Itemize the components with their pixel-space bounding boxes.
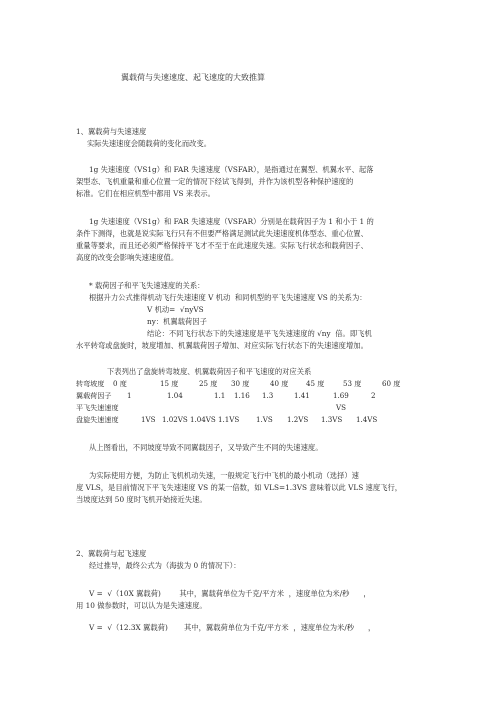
table-cell: 1.69 — [333, 391, 349, 400]
document-title: 翼载荷与失速速度、起飞速度的大致推算 — [121, 73, 265, 82]
table-cell: 30 度 — [231, 379, 250, 388]
table-caption: 下表列出了盘旋转弯坡度、机翼载荷因子和平飞速度的对应关系 — [107, 367, 312, 376]
table-cell: 40 度 — [270, 379, 289, 388]
paragraph-2-line-2: 条件下测得，也就是说实际飞行只有不但要严格满足测试此失速速度机体型态、重心位置、 — [76, 229, 368, 238]
section-1-intro: 实际失速速度会随载荷的变化而改变。 — [87, 139, 212, 148]
table-cell: 25 度 — [199, 379, 218, 388]
paragraph-2-line-1: 1g 失速速度（VS1g）和 FAR 失速速度（VSFAR）分别是在载荷因子为 1 和小于 1 的 — [89, 217, 374, 226]
table-cell: VS — [336, 403, 346, 412]
table-row-label-bank-angle: 转弯坡度 — [76, 379, 105, 388]
paragraph-2-line-4: 高度的改变会影响失速速度值。 — [76, 253, 179, 262]
table-cell: 1.3VS — [321, 415, 343, 424]
table-cell: 53 度 — [343, 379, 362, 388]
bullet-heading: * 载荷因子和平飞失速速度的关系： — [89, 281, 205, 290]
paragraph-1-line-3: 标准。它们在相应机型中都用 VS 来表示。 — [76, 189, 215, 198]
table-cell: 0 度 — [113, 379, 127, 388]
section-2-heading: 2、翼载荷与起飞速度 — [76, 549, 147, 558]
conclusion-line-1: 结论：不同飞行状态下的失速速度是平飞失速速度的 √ny 倍。即飞机 — [147, 329, 372, 338]
table-row-label-turn-stall: 盘旋失速速度 — [76, 415, 119, 424]
table-cell: 1.04VS — [190, 415, 216, 424]
vls-line-2: 度 VLS，是目前情况下平飞失速速度 VS 的某一倍数，如 VLS=1.3VS 意味着以此 VLS 速度飞行， — [76, 483, 403, 492]
table-row-label-level-stall: 平飞失速速度 — [76, 403, 119, 412]
paragraph-2-line-3: 重量等要求，而且还必须严格保持平飞才不至于在此速度失速。实际飞行状态和载荷因子、 — [76, 241, 368, 250]
paragraph-1-line-2: 架型态、飞机重量和重心位置一定的情况下经试飞得到，并作为该机型各种保护速度的 — [76, 177, 354, 186]
paragraph-1-line-1: 1g 失速速度（VS1g）和 FAR 失速速度（VSFAR），是指通过在翼型、机翼水平、起落 — [89, 165, 374, 174]
ny-definition: ny：机翼载荷因子 — [147, 317, 207, 326]
table-cell: 1.3 — [262, 391, 274, 400]
table-cell: 1.41 — [294, 391, 310, 400]
table-cell: 1.1VS — [218, 415, 240, 424]
formula-10x: V = √（10X 翼载荷) 其中，翼载荷单位为千克/平方米 ，速度单位为米/秒 ， — [89, 589, 371, 598]
section-1-heading: 1、翼载荷与失速速度 — [76, 127, 147, 136]
table-cell: 1.VS — [256, 415, 273, 424]
formula-12-3x: V = √（12.3X 翼载荷) 其中，翼载荷单位为千克/平方米 ，速度单位为米/秒 ， — [89, 623, 376, 632]
formula-maneuver-stall: V 机动= √nyVS — [147, 305, 204, 314]
vls-line-3: 当坡度达到 50 度时飞机开始接近失速。 — [76, 495, 207, 504]
section-2-intro: 经过推导，最终公式为（海拔为 0 的情况下）： — [89, 561, 241, 570]
table-cell: 1 — [127, 391, 132, 400]
table-cell: 1VS — [141, 415, 156, 424]
table-cell: 60 度 — [382, 379, 401, 388]
table-cell: 1.2VS — [287, 415, 309, 424]
conclusion-line-2: 水平转弯或盘旋时，坡度增加、机翼载荷因子增加、对应实际飞行状态下的失速速度增加。 — [76, 341, 368, 350]
table-cell: 1.4VS — [356, 415, 378, 424]
table-cell: 1.04 — [167, 391, 183, 400]
table-row-label-load-factor: 翼载荷因子 — [76, 391, 112, 400]
table-note: 从上图看出，不同坡度导致不同翼载因子，又导致产生不同的失速速度。 — [89, 443, 323, 452]
table-cell: 1.1 — [214, 391, 226, 400]
table-cell: 2 — [371, 391, 376, 400]
table-cell: 45 度 — [306, 379, 325, 388]
relation-line-1: 根据升力公式推得机动飞行失速速度 V 机动 和同机型的平飞失速速度 VS 的关系为： — [89, 293, 367, 302]
table-cell: 1.02VS — [162, 415, 188, 424]
formula-10x-note: 用 10 做参数时，可以认为是失速速度。 — [76, 601, 207, 610]
table-cell: 1.16 — [234, 391, 250, 400]
table-cell: 15 度 — [160, 379, 179, 388]
vls-line-1: 为实际使用方便，为防止飞机机动失速，一般规定飞行中飞机的最小机动（选择）速 — [89, 471, 359, 480]
